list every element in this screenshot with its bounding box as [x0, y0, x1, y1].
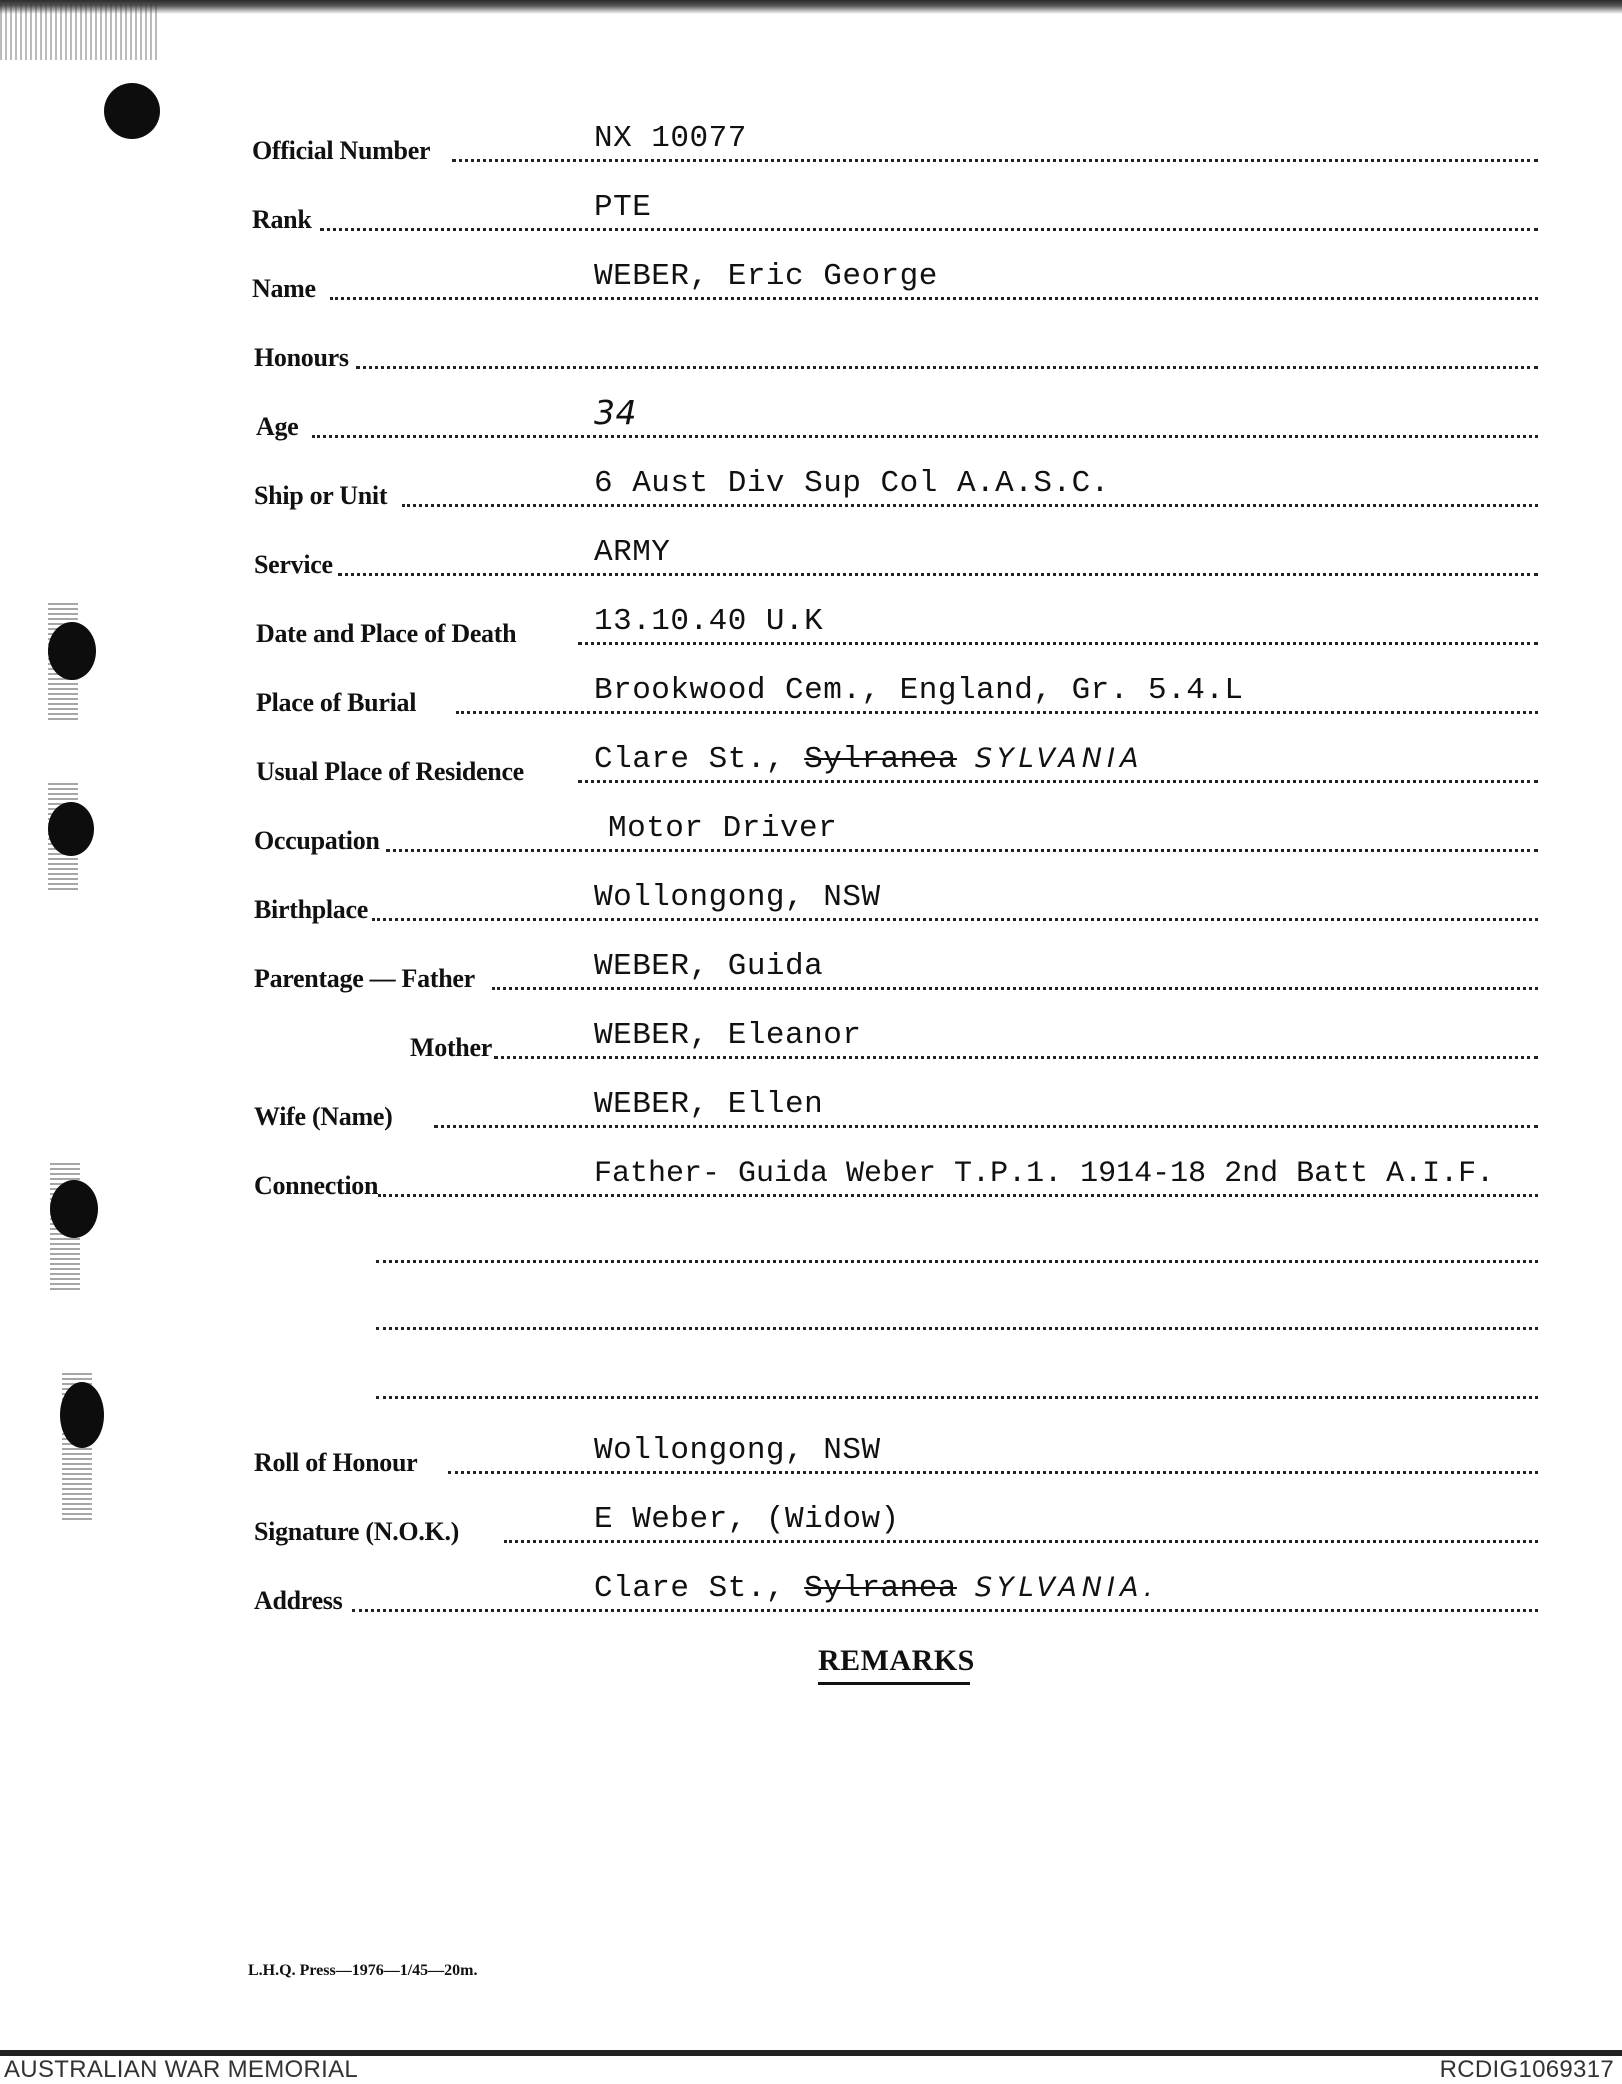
value-handwritten: SYLVANIA [974, 743, 1144, 774]
footer-record-id: RCDIG1069317 [1439, 2056, 1614, 2083]
field-label: Parentage — Father [254, 964, 475, 993]
field-rank [0, 179, 1622, 249]
field-label: Official Number [252, 136, 431, 165]
dotted-line [434, 1125, 1538, 1128]
footer-institution: AUSTRALIAN WAR MEMORIAL [4, 2056, 359, 2083]
connection-continuation-line [376, 1327, 1538, 1330]
field-value: Brookwood Cem., England, Gr. 5.4.L [594, 673, 1244, 708]
field-value: WEBER, Ellen [594, 1087, 824, 1122]
dotted-line [494, 1056, 1538, 1059]
field-name [0, 248, 1622, 318]
field-honours [0, 317, 1622, 387]
field-wife-name [0, 1076, 1622, 1146]
field-label: Name [252, 274, 316, 303]
value-struck: Sylranea [804, 742, 957, 777]
field-value: 6 Aust Div Sup Col A.A.S.C. [594, 466, 1110, 501]
remarks-heading: REMARKS [818, 1644, 975, 1677]
dotted-line [338, 573, 1538, 576]
field-official-number [0, 110, 1622, 180]
value-struck: Sylranea [804, 1571, 957, 1606]
dotted-line [320, 228, 1538, 231]
field-value: WEBER, Eric George [594, 259, 938, 294]
dotted-line [504, 1540, 1538, 1543]
dotted-line [456, 711, 1538, 714]
dotted-line [578, 780, 1538, 783]
dotted-line [578, 642, 1538, 645]
field-label: Ship or Unit [254, 481, 388, 510]
field-address [0, 1560, 1622, 1630]
remarks-underline [818, 1682, 970, 1685]
dotted-line [386, 849, 1538, 852]
field-label: Date and Place of Death [256, 619, 517, 648]
field-label: Occupation [254, 826, 380, 855]
connection-continuation-line [376, 1396, 1538, 1399]
field-date-place-of-death [0, 593, 1622, 663]
field-occupation [0, 800, 1622, 870]
dotted-line [312, 435, 1538, 438]
dotted-line [452, 159, 1538, 162]
dotted-line [352, 1609, 1538, 1612]
field-value: Motor Driver [608, 811, 838, 846]
field-label: Signature (N.O.K.) [254, 1517, 460, 1546]
field-usual-place-of-residence [0, 731, 1622, 801]
dotted-line [378, 1194, 1538, 1197]
dotted-line [448, 1471, 1538, 1474]
field-service [0, 524, 1622, 594]
dotted-line [492, 987, 1538, 990]
press-mark: L.H.Q. Press—1976—1/45—20m. [248, 1962, 478, 1979]
field-ship-or-unit [0, 455, 1622, 525]
field-value: Wollongong, NSW [594, 1433, 881, 1468]
field-label: Wife (Name) [254, 1102, 393, 1131]
field-label: Rank [252, 205, 312, 234]
field-value: WEBER, Guida [594, 949, 824, 984]
field-label: Address [254, 1586, 343, 1615]
field-label: Age [256, 412, 299, 441]
field-label: Honours [254, 343, 349, 372]
field-value: E Weber, (Widow) [594, 1502, 900, 1537]
field-value: PTE [594, 190, 652, 225]
field-label: Birthplace [254, 895, 368, 924]
field-roll-of-honour [0, 1422, 1622, 1492]
field-birthplace [0, 869, 1622, 939]
dotted-line [356, 366, 1538, 369]
dotted-line [330, 297, 1538, 300]
value-typed: Clare St., [594, 1571, 805, 1606]
field-value: Father- Guida Weber T.P.1. 1914-18 2nd Batt A.I.F. [594, 1157, 1495, 1191]
field-mother [0, 1007, 1622, 1077]
field-label: Service [254, 550, 333, 579]
field-place-of-burial [0, 662, 1622, 732]
field-value: NX 10077 [594, 121, 747, 156]
dotted-line [402, 504, 1538, 507]
field-value: Wollongong, NSW [594, 880, 881, 915]
field-father [0, 938, 1622, 1008]
field-label: Connection [254, 1171, 379, 1200]
dotted-line [372, 918, 1538, 921]
field-age [0, 386, 1622, 456]
field-label: Usual Place of Residence [256, 757, 524, 786]
value-typed: Clare St., [594, 742, 805, 777]
field-label: Place of Burial [256, 688, 417, 717]
field-value: 13.10.40 U.K [594, 604, 824, 639]
scan-edge [0, 0, 1622, 14]
field-label: Mother [410, 1033, 492, 1062]
field-value: WEBER, Eleanor [594, 1018, 862, 1053]
field-connection [0, 1145, 1622, 1215]
field-value: 34 [594, 393, 637, 432]
value-handwritten: SYLVANIA. [974, 1572, 1158, 1603]
field-signature-nok [0, 1491, 1622, 1561]
field-value: ARMY [594, 535, 671, 570]
field-value [594, 742, 1143, 777]
field-value [594, 1571, 1158, 1606]
field-label: Roll of Honour [254, 1448, 418, 1477]
connection-continuation-line [376, 1260, 1538, 1263]
scan-noise [0, 0, 160, 60]
